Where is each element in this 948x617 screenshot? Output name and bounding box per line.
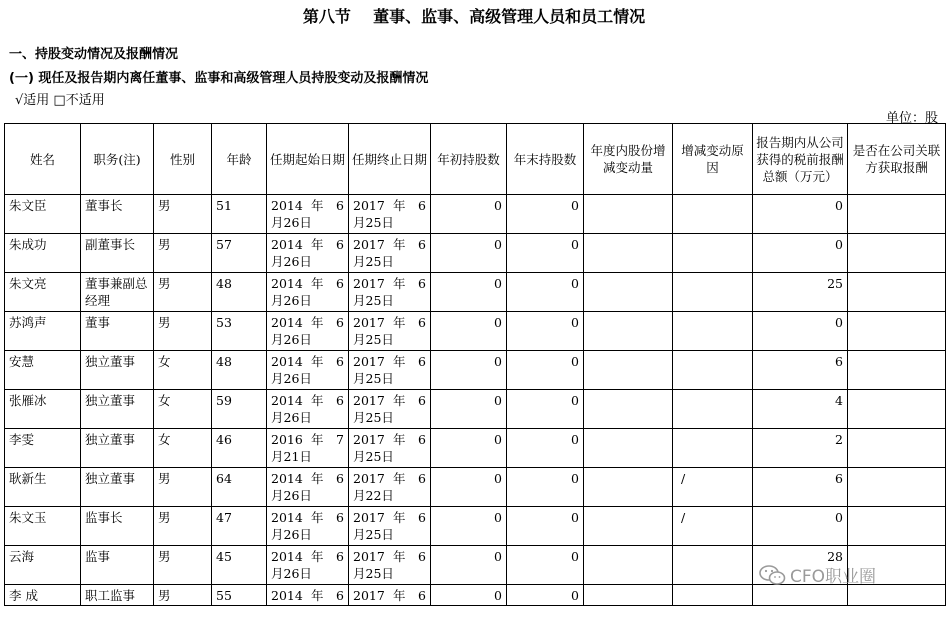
title-cell bbox=[81, 585, 154, 606]
end-date-cell-line2: 月25日 bbox=[353, 371, 394, 386]
name-text: 苏鸿声 bbox=[9, 315, 47, 330]
header-cell: 年初持股数 bbox=[431, 124, 507, 195]
begin-shares-text: 0 bbox=[494, 393, 502, 408]
begin-shares-text: 0 bbox=[494, 432, 502, 447]
change-cell bbox=[584, 273, 673, 312]
name-text: 安慧 bbox=[9, 354, 35, 369]
end-date-cell-line1: 2017 年 6 bbox=[353, 393, 426, 408]
begin-shares-text: 0 bbox=[494, 549, 502, 564]
age-text: 59 bbox=[216, 393, 232, 408]
begin-shares-cell bbox=[431, 585, 507, 606]
header-cell: 年龄 bbox=[212, 124, 267, 195]
pay-cell bbox=[753, 468, 848, 507]
reason-cell bbox=[673, 585, 753, 606]
title-text: 监事 bbox=[85, 549, 111, 564]
unit-label: 单位：股 bbox=[885, 111, 938, 126]
title-cell bbox=[81, 468, 154, 507]
start-date-cell bbox=[267, 351, 349, 390]
reason-cell bbox=[673, 351, 753, 390]
end-shares-cell bbox=[507, 429, 584, 468]
gender-text: 女 bbox=[158, 432, 171, 447]
header-cell: 增减变动原因 bbox=[673, 124, 753, 195]
table-row bbox=[5, 312, 946, 351]
end-date-cell-line2: 月25日 bbox=[353, 449, 394, 464]
pay-text: 0 bbox=[835, 237, 843, 252]
title-cell bbox=[81, 234, 154, 273]
end-date-cell-line2: 月25日 bbox=[353, 293, 394, 308]
end-date-cell bbox=[349, 429, 431, 468]
name-cell bbox=[5, 546, 81, 585]
start-date-cell-line1: 2014 年 6 bbox=[271, 510, 344, 525]
end-shares-text: 0 bbox=[571, 198, 579, 213]
begin-shares-text: 0 bbox=[494, 198, 502, 213]
name-cell bbox=[5, 234, 81, 273]
table-row bbox=[5, 585, 946, 606]
start-date-cell bbox=[267, 468, 349, 507]
end-date-cell-line1: 2017 年 6 bbox=[353, 315, 426, 330]
pay-cell bbox=[753, 507, 848, 546]
begin-shares-text: 0 bbox=[494, 471, 502, 486]
table-row bbox=[5, 507, 946, 546]
name-text: 耿新生 bbox=[9, 471, 47, 486]
table-row bbox=[5, 390, 946, 429]
header-cell: 性别 bbox=[154, 124, 212, 195]
age-cell bbox=[212, 273, 267, 312]
start-date-cell-line2: 月26日 bbox=[271, 488, 312, 503]
start-date-cell bbox=[267, 507, 349, 546]
related-cell bbox=[848, 585, 946, 606]
name-cell bbox=[5, 273, 81, 312]
header-row bbox=[5, 124, 946, 195]
related-cell bbox=[848, 312, 946, 351]
change-cell bbox=[584, 507, 673, 546]
end-shares-cell bbox=[507, 390, 584, 429]
pay-text: 4 bbox=[835, 393, 843, 408]
pay-cell bbox=[753, 429, 848, 468]
shareholding-table bbox=[4, 123, 946, 606]
end-shares-cell bbox=[507, 195, 584, 234]
pay-cell bbox=[753, 390, 848, 429]
name-cell bbox=[5, 351, 81, 390]
reason-cell bbox=[673, 273, 753, 312]
start-date-cell bbox=[267, 585, 349, 606]
age-cell bbox=[212, 234, 267, 273]
end-shares-text: 0 bbox=[571, 354, 579, 369]
table-row bbox=[5, 195, 946, 234]
title-cell bbox=[81, 390, 154, 429]
name-cell bbox=[5, 312, 81, 351]
begin-shares-text: 0 bbox=[494, 237, 502, 252]
related-cell bbox=[848, 351, 946, 390]
end-date-cell bbox=[349, 195, 431, 234]
end-date-cell-line2: 月25日 bbox=[353, 527, 394, 542]
end-shares-text: 0 bbox=[571, 549, 579, 564]
table-row bbox=[5, 234, 946, 273]
age-cell bbox=[212, 429, 267, 468]
pay-cell bbox=[753, 195, 848, 234]
age-cell bbox=[212, 312, 267, 351]
start-date-cell bbox=[267, 546, 349, 585]
title-text: 董事 bbox=[85, 315, 111, 330]
start-date-cell bbox=[267, 195, 349, 234]
start-date-cell-line1: 2014 年 6 bbox=[271, 393, 344, 408]
end-date-cell-line1: 2017 年 6 bbox=[353, 432, 426, 447]
start-date-cell-line2: 月26日 bbox=[271, 371, 312, 386]
name-cell bbox=[5, 195, 81, 234]
title-cell bbox=[81, 429, 154, 468]
pay-cell bbox=[753, 585, 848, 606]
section-heading: 第八节 董事、监事、高级管理人员和员工情况 bbox=[302, 7, 646, 26]
start-date-cell-line2: 月26日 bbox=[271, 410, 312, 425]
title-cell bbox=[81, 507, 154, 546]
gender-cell bbox=[154, 390, 212, 429]
name-text: 朱文亮 bbox=[9, 276, 47, 291]
title-text: 监事长 bbox=[85, 510, 123, 525]
age-text: 51 bbox=[216, 198, 232, 213]
table-caption: (一) 现任及报告期内离任董事、监事和高级管理人员持股变动及报酬情况 bbox=[9, 71, 429, 86]
start-date-cell-line1: 2014 年 6 bbox=[271, 276, 344, 291]
name-text: 云海 bbox=[9, 549, 35, 564]
age-text: 64 bbox=[216, 471, 232, 486]
end-date-cell bbox=[349, 585, 431, 606]
wechat-icon bbox=[758, 564, 786, 586]
header-cell: 职务(注) bbox=[81, 124, 154, 195]
change-cell bbox=[584, 195, 673, 234]
end-date-cell bbox=[349, 273, 431, 312]
end-shares-text: 0 bbox=[571, 588, 579, 603]
gender-cell bbox=[154, 468, 212, 507]
title-text: 董事长 bbox=[85, 198, 123, 213]
end-date-cell-line2: 月25日 bbox=[353, 215, 394, 230]
title-cell bbox=[81, 195, 154, 234]
related-cell bbox=[848, 273, 946, 312]
end-date-cell-line2: 月25日 bbox=[353, 332, 394, 347]
related-cell bbox=[848, 468, 946, 507]
table-row bbox=[5, 468, 946, 507]
gender-text: 女 bbox=[158, 393, 171, 408]
end-shares-text: 0 bbox=[571, 237, 579, 252]
title-cell bbox=[81, 312, 154, 351]
title-cell bbox=[81, 273, 154, 312]
end-shares-cell bbox=[507, 468, 584, 507]
applicability-line: √适用 □不适用 bbox=[15, 93, 105, 108]
gender-cell bbox=[154, 585, 212, 606]
end-shares-text: 0 bbox=[571, 432, 579, 447]
title-cell bbox=[81, 351, 154, 390]
start-date-cell-line2: 月26日 bbox=[271, 527, 312, 542]
pay-cell bbox=[753, 273, 848, 312]
header-cell: 姓名 bbox=[5, 124, 81, 195]
gender-cell bbox=[154, 234, 212, 273]
start-date-cell-line1: 2016 年 7 bbox=[271, 432, 344, 447]
reason-text: / bbox=[681, 471, 686, 486]
header-cell: 任期起始日期 bbox=[267, 124, 349, 195]
related-cell bbox=[848, 234, 946, 273]
end-date-cell-line1: 2017 年 6 bbox=[353, 198, 426, 213]
begin-shares-text: 0 bbox=[494, 510, 502, 525]
age-text: 53 bbox=[216, 315, 232, 330]
begin-shares-cell bbox=[431, 390, 507, 429]
reason-text: / bbox=[681, 510, 686, 525]
start-date-cell-line1: 2014 年 6 bbox=[271, 198, 344, 213]
age-text: 45 bbox=[216, 549, 232, 564]
start-date-cell-line1: 2014 年 6 bbox=[271, 315, 344, 330]
name-cell bbox=[5, 429, 81, 468]
begin-shares-cell bbox=[431, 195, 507, 234]
name-text: 朱文臣 bbox=[9, 198, 47, 213]
start-date-cell-line1: 2014 年 6 bbox=[271, 588, 344, 603]
start-date-cell-line1: 2014 年 6 bbox=[271, 471, 344, 486]
pay-text: 28 bbox=[827, 549, 843, 564]
header-cell: 任期终止日期 bbox=[349, 124, 431, 195]
age-cell bbox=[212, 390, 267, 429]
change-cell bbox=[584, 468, 673, 507]
start-date-cell-line1: 2014 年 6 bbox=[271, 354, 344, 369]
begin-shares-text: 0 bbox=[494, 276, 502, 291]
change-cell bbox=[584, 429, 673, 468]
age-text: 57 bbox=[216, 237, 232, 252]
begin-shares-cell bbox=[431, 273, 507, 312]
start-date-cell bbox=[267, 390, 349, 429]
pay-text: 25 bbox=[827, 276, 843, 291]
age-text: 48 bbox=[216, 354, 232, 369]
name-cell bbox=[5, 507, 81, 546]
age-text: 48 bbox=[216, 276, 232, 291]
start-date-cell bbox=[267, 312, 349, 351]
start-date-cell-line1: 2014 年 6 bbox=[271, 237, 344, 252]
start-date-cell-line2: 月26日 bbox=[271, 254, 312, 269]
gender-cell bbox=[154, 195, 212, 234]
age-cell bbox=[212, 546, 267, 585]
gender-text: 男 bbox=[158, 315, 171, 330]
table-row bbox=[5, 351, 946, 390]
end-date-cell bbox=[349, 351, 431, 390]
end-date-cell-line1: 2017 年 6 bbox=[353, 237, 426, 252]
name-text: 李雯 bbox=[9, 432, 35, 447]
gender-cell bbox=[154, 273, 212, 312]
change-cell bbox=[584, 390, 673, 429]
start-date-cell-line2: 月26日 bbox=[271, 215, 312, 230]
related-cell bbox=[848, 390, 946, 429]
gender-text: 女 bbox=[158, 354, 171, 369]
header-cell: 年度内股份增减变动量 bbox=[584, 124, 673, 195]
end-date-cell bbox=[349, 507, 431, 546]
header-cell: 是否在公司关联方获取报酬 bbox=[848, 124, 946, 195]
age-text: 55 bbox=[216, 588, 232, 603]
gender-cell bbox=[154, 546, 212, 585]
age-cell bbox=[212, 468, 267, 507]
change-cell bbox=[584, 546, 673, 585]
end-shares-text: 0 bbox=[571, 393, 579, 408]
pay-text: 6 bbox=[835, 354, 843, 369]
start-date-cell-line2: 月26日 bbox=[271, 566, 312, 581]
end-date-cell-line1: 2017 年 6 bbox=[353, 588, 426, 603]
reason-cell bbox=[673, 234, 753, 273]
end-date-cell-line1: 2017 年 6 bbox=[353, 549, 426, 564]
end-shares-cell bbox=[507, 234, 584, 273]
end-shares-cell bbox=[507, 507, 584, 546]
gender-text: 男 bbox=[158, 588, 171, 603]
begin-shares-cell bbox=[431, 507, 507, 546]
begin-shares-cell bbox=[431, 546, 507, 585]
end-date-cell bbox=[349, 546, 431, 585]
pay-cell bbox=[753, 234, 848, 273]
name-text: 张雁冰 bbox=[9, 393, 47, 408]
pay-cell bbox=[753, 351, 848, 390]
title-text: 独立董事 bbox=[85, 471, 136, 486]
gender-text: 男 bbox=[158, 237, 171, 252]
start-date-cell bbox=[267, 273, 349, 312]
end-date-cell bbox=[349, 390, 431, 429]
gender-text: 男 bbox=[158, 198, 171, 213]
name-cell bbox=[5, 468, 81, 507]
name-cell bbox=[5, 390, 81, 429]
pay-text: 0 bbox=[835, 198, 843, 213]
reason-cell bbox=[673, 195, 753, 234]
begin-shares-text: 0 bbox=[494, 354, 502, 369]
start-date-cell-line1: 2014 年 6 bbox=[271, 549, 344, 564]
end-date-cell bbox=[349, 468, 431, 507]
start-date-cell-line2: 月26日 bbox=[271, 332, 312, 347]
start-date-cell-line2: 月26日 bbox=[271, 293, 312, 308]
end-date-cell-line2: 月22日 bbox=[353, 488, 394, 503]
reason-cell bbox=[673, 429, 753, 468]
pay-text: 2 bbox=[835, 432, 843, 447]
gender-text: 男 bbox=[158, 276, 171, 291]
gender-cell bbox=[154, 351, 212, 390]
age-cell bbox=[212, 585, 267, 606]
gender-cell bbox=[154, 429, 212, 468]
begin-shares-cell bbox=[431, 429, 507, 468]
title-cell bbox=[81, 546, 154, 585]
gender-text: 男 bbox=[158, 471, 171, 486]
age-text: 47 bbox=[216, 510, 232, 525]
begin-shares-cell bbox=[431, 468, 507, 507]
title-text: 独立董事 bbox=[85, 393, 136, 408]
end-date-cell-line2: 月25日 bbox=[353, 566, 394, 581]
reason-cell bbox=[673, 546, 753, 585]
begin-shares-cell bbox=[431, 234, 507, 273]
title-text: 职工监事 bbox=[85, 588, 136, 603]
name-text: 朱成功 bbox=[9, 237, 47, 252]
end-date-cell-line1: 2017 年 6 bbox=[353, 276, 426, 291]
name-cell bbox=[5, 585, 81, 606]
reason-cell bbox=[673, 507, 753, 546]
title-text: 独立董事 bbox=[85, 354, 136, 369]
change-cell bbox=[584, 351, 673, 390]
age-cell bbox=[212, 507, 267, 546]
related-cell bbox=[848, 507, 946, 546]
name-text: 朱文玉 bbox=[9, 510, 47, 525]
name-text: 李 成 bbox=[9, 588, 38, 603]
begin-shares-text: 0 bbox=[494, 315, 502, 330]
change-cell bbox=[584, 585, 673, 606]
subsection-title: 一、持股变动情况及报酬情况 bbox=[9, 47, 179, 62]
end-shares-cell bbox=[507, 312, 584, 351]
title-text: 董事兼副总经理 bbox=[85, 276, 148, 308]
begin-shares-text: 0 bbox=[494, 588, 502, 603]
title-text: 副董事长 bbox=[85, 237, 136, 252]
header-cell: 年末持股数 bbox=[507, 124, 584, 195]
end-date-cell-line1: 2017 年 6 bbox=[353, 354, 426, 369]
reason-cell bbox=[673, 312, 753, 351]
begin-shares-cell bbox=[431, 312, 507, 351]
end-shares-cell bbox=[507, 546, 584, 585]
watermark-text: CFO职业圈 bbox=[790, 567, 877, 587]
reason-cell bbox=[673, 390, 753, 429]
gender-text: 男 bbox=[158, 549, 171, 564]
pay-cell bbox=[753, 312, 848, 351]
end-date-cell-line1: 2017 年 6 bbox=[353, 510, 426, 525]
start-date-cell bbox=[267, 429, 349, 468]
end-shares-cell bbox=[507, 585, 584, 606]
age-cell bbox=[212, 195, 267, 234]
title-text: 独立董事 bbox=[85, 432, 136, 447]
end-shares-text: 0 bbox=[571, 276, 579, 291]
reason-cell bbox=[673, 468, 753, 507]
gender-text: 男 bbox=[158, 510, 171, 525]
start-date-cell-line2: 月21日 bbox=[271, 449, 312, 464]
end-shares-cell bbox=[507, 273, 584, 312]
gender-cell bbox=[154, 312, 212, 351]
header-cell: 报告期内从公司获得的税前报酬总额（万元） bbox=[753, 124, 848, 195]
pay-text: 0 bbox=[835, 510, 843, 525]
age-cell bbox=[212, 351, 267, 390]
table-row bbox=[5, 429, 946, 468]
pay-text: 0 bbox=[835, 315, 843, 330]
begin-shares-cell bbox=[431, 351, 507, 390]
related-cell bbox=[848, 195, 946, 234]
related-cell bbox=[848, 429, 946, 468]
change-cell bbox=[584, 312, 673, 351]
gender-cell bbox=[154, 507, 212, 546]
pay-text: 6 bbox=[835, 471, 843, 486]
end-date-cell bbox=[349, 312, 431, 351]
end-shares-text: 0 bbox=[571, 315, 579, 330]
change-cell bbox=[584, 234, 673, 273]
start-date-cell bbox=[267, 234, 349, 273]
end-date-cell-line2: 月25日 bbox=[353, 254, 394, 269]
end-date-cell-line2: 月25日 bbox=[353, 410, 394, 425]
end-date-cell-line1: 2017 年 6 bbox=[353, 471, 426, 486]
end-date-cell bbox=[349, 234, 431, 273]
end-shares-text: 0 bbox=[571, 471, 579, 486]
watermark bbox=[758, 562, 876, 587]
end-shares-text: 0 bbox=[571, 510, 579, 525]
age-text: 46 bbox=[216, 432, 232, 447]
end-shares-cell bbox=[507, 351, 584, 390]
table-row bbox=[5, 273, 946, 312]
